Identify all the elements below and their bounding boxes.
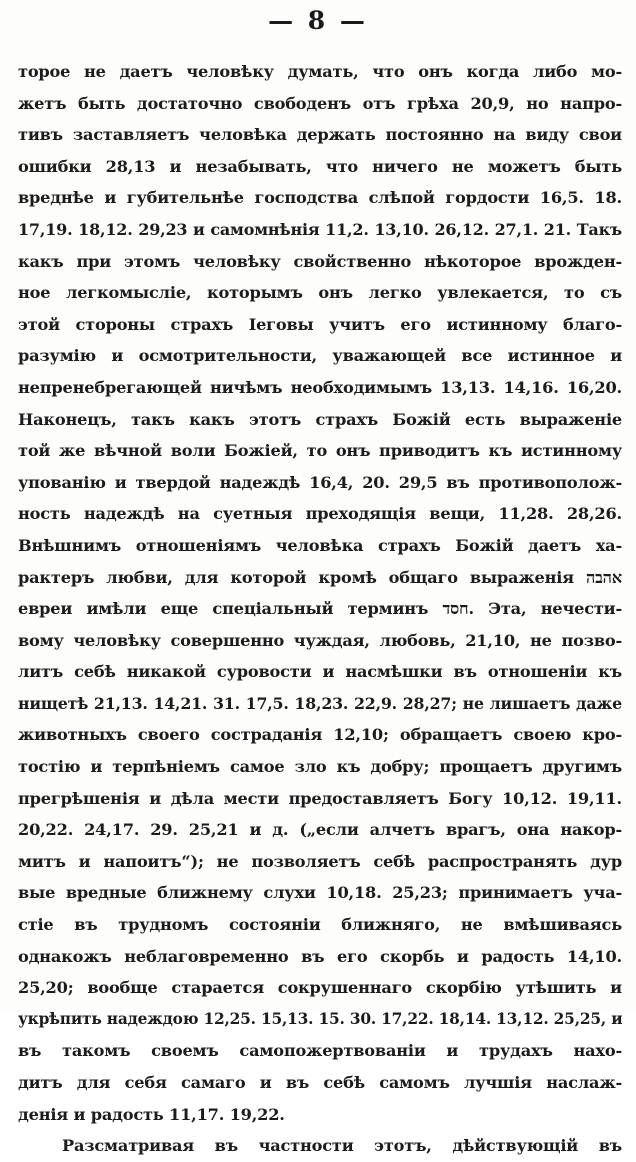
text-line: 17,19. 18,12. 29,23 и самомнѣнія 11,2. 13,10. 26,12. 27,1. 21. Такъ (18, 219, 622, 239)
text-line: тивъ заставляетъ человѣка держать постоянно на виду свои (18, 125, 622, 145)
text-line: прегрѣшенія и дѣла мести предоставляетъ Богу 10,12. 19,11. (18, 788, 622, 808)
text-line: стіе въ трудномъ состояніи ближняго, не вмѣшиваясь (18, 915, 622, 935)
text-line: укрѣпить надеждою 12,25. 15,13. 15. 30. 17,22. 18,14. 13,12. 25,25, и (18, 1009, 622, 1028)
text-line: Внѣшнимъ отношеніямъ человѣка страхъ Божій даетъ ха- (18, 535, 622, 555)
paragraph-start-line: Разсматривая въ частности этотъ, дѣйствующій въ (62, 1136, 622, 1156)
text-line: упованію и твердой надеждѣ 16,4, 20. 29,5 въ противополож- (18, 472, 622, 492)
text-line: вреднѣе и губительнѣе господства слѣпой гордости 16,5. 18. (18, 188, 622, 208)
text-line: митъ и напоитъ“); не позволяетъ себѣ распространять дур (18, 851, 622, 871)
text-line: литъ себѣ никакой суровости и насмѣшки въ отношеніи къ (18, 662, 622, 682)
text-line: ность надеждѣ на суетныя преходящія вещи, 11,28. 28,26. (18, 504, 622, 524)
text-line: 20,22. 24,17. 29. 25,21 и д. („если алчетъ врагъ, она накор- (18, 820, 622, 840)
text-line: этой стороны страхъ Іеговы учитъ его истинному благо- (18, 314, 622, 334)
text-line: торое не даетъ человѣку думать, что онъ когда либо мо- (18, 62, 622, 81)
text-line: разумію и осмотрительности, уважающей все истинное и (18, 346, 622, 366)
text-line: въ такомъ своемъ самопожертвованіи и трудахъ нахо- (18, 1041, 622, 1061)
text-line: той же вѣчной воли Божіей, то онъ приводитъ къ истинному (18, 441, 622, 461)
text-line: животныхъ своего состраданія 12,10; обращаетъ своею кро- (18, 725, 622, 745)
text-line: рактеръ любви, для которой кромѣ общаго выраженія אהבה (18, 567, 622, 587)
text-line: ошибки 28,13 и незабывать, что ничего не можетъ быть (18, 156, 622, 176)
text-line: вые вредные ближнему слухи 10,18. 25,23; принимаетъ уча- (18, 883, 622, 903)
text-line: вому человѣку совершенно чуждая, любовь, 21,10, не позво- (18, 630, 622, 650)
text-line: тостію и терпѣніемъ самое зло къ добру; прощаетъ другимъ (18, 757, 622, 777)
text-line: непренебрегающей ничѣмъ необходимымъ 13,13. 14,16. 16,20. (18, 377, 622, 397)
text-line: Наконецъ, такъ какъ этотъ страхъ Божій есть выраженіе (18, 409, 622, 429)
text-line: однакожъ неблаговременно въ его скорбь и радость 14,10. (18, 946, 622, 966)
text-line: какъ при этомъ человѣку свойственно нѣкоторое врожден- (18, 251, 622, 271)
paragraph-end-line: денія и радость 11,17. 19,22. (18, 1104, 285, 1124)
text-line: жетъ быть достаточно свободенъ отъ грѣха 20,9, но напро- (18, 93, 622, 113)
text-line: ное легкомысліе, которымъ онъ легко увлекается, то съ (18, 283, 622, 303)
page-number: — 8 — (268, 6, 368, 35)
text-line: нищетѣ 21,13. 14,21. 31. 17,5. 18,23. 22,9. 28,27; не лишаетъ даже (18, 693, 622, 713)
text-line: дитъ для себя самаго и въ себѣ самомъ лучшія наслаж- (18, 1073, 622, 1092)
text-line: 25,20; вообще старается сокрушеннаго скорбію утѣшить и (18, 978, 622, 998)
body-text (18, 56, 622, 1162)
text-line: евреи имѣли еще спеціальный терминъ חסד. Эта, нечести- (18, 599, 622, 619)
